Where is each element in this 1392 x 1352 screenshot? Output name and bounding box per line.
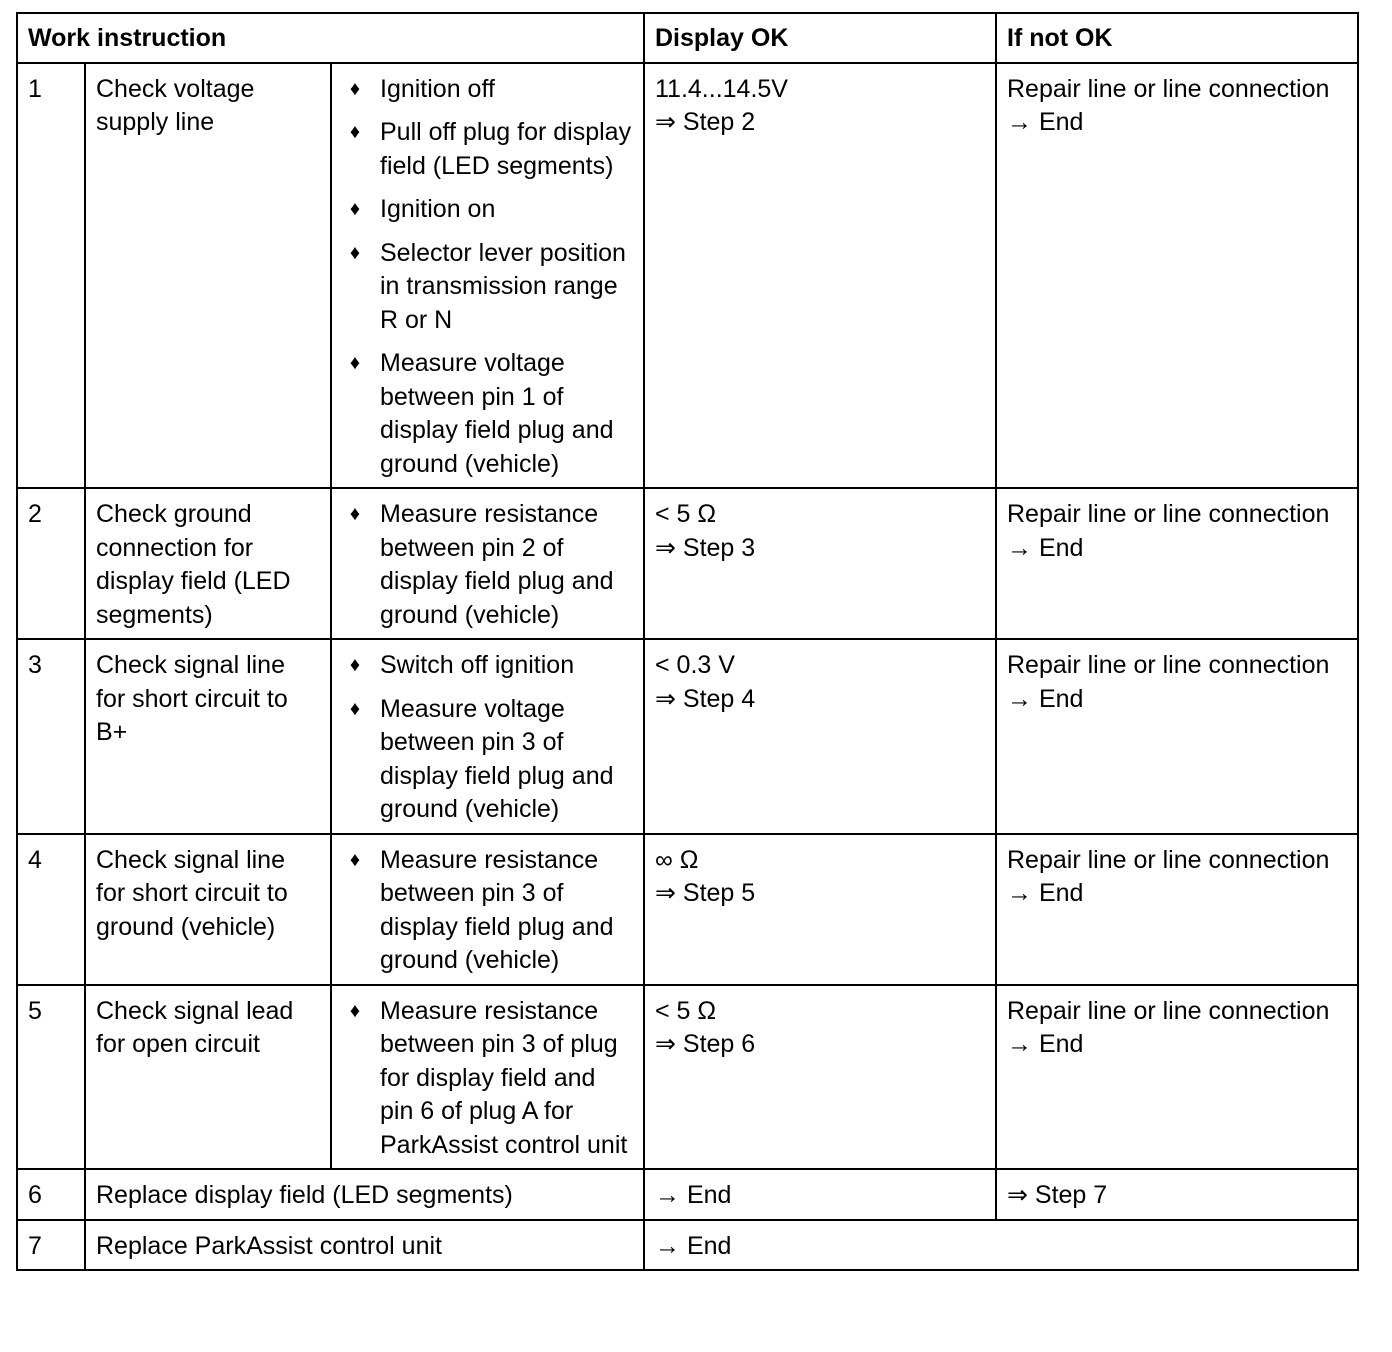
step-number: 1 — [17, 63, 85, 489]
next-step: ⇒ Step 5 — [655, 879, 756, 907]
work-instruction-text: Replace display field (LED segments) — [85, 1169, 644, 1220]
expected-value: 11.4...14.5V — [655, 74, 788, 103]
diamond-bullet-icon: ♦ — [349, 848, 361, 871]
header-row — [17, 13, 1358, 63]
diamond-bullet-icon: ♦ — [349, 999, 361, 1022]
action-list-cell — [331, 488, 644, 639]
remedy-next: → End — [1007, 1030, 1084, 1058]
header-if-not-ok: If not OK — [996, 13, 1358, 63]
next-step: ⇒ Step 6 — [655, 1030, 756, 1058]
header-display-ok: Display OK — [644, 13, 996, 63]
remedy-text: Repair line or line connection — [1007, 845, 1330, 874]
check-description: Check ground connection for display field (LED segments) — [85, 488, 331, 639]
list-item — [342, 237, 633, 338]
diamond-bullet-icon: ♦ — [349, 503, 361, 525]
list-item — [342, 193, 633, 227]
action-list — [342, 844, 633, 978]
table-row — [17, 488, 1358, 639]
step-number: 4 — [17, 834, 85, 985]
expected-value: ∞ Ω — [655, 845, 699, 874]
display-ok-cell: → End — [644, 1169, 996, 1220]
next-step: ⇒ Step 3 — [655, 533, 756, 562]
action-list — [342, 498, 633, 632]
list-item — [342, 116, 633, 183]
diagnostic-procedure-table — [16, 12, 1359, 1271]
if-not-ok-cell — [996, 639, 1358, 834]
action-text: Measure resistance between pin 2 of display field plug and ground (vehicle) — [380, 500, 614, 629]
diamond-bullet-icon: ♦ — [349, 198, 361, 220]
display-ok-cell: → End — [644, 1220, 1358, 1271]
table-row — [17, 834, 1358, 985]
list-item — [342, 498, 633, 632]
diamond-bullet-icon: ♦ — [349, 121, 361, 143]
step-number: 7 — [17, 1220, 85, 1271]
if-not-ok-cell — [996, 985, 1358, 1170]
remedy-text: Repair line or line connection — [1007, 500, 1330, 528]
expected-value: < 0.3 V — [655, 651, 735, 679]
display-ok-cell — [644, 985, 996, 1170]
check-description: Check voltage supply line — [85, 63, 331, 489]
diamond-bullet-icon: ♦ — [349, 697, 361, 720]
remedy-next: → End — [1007, 108, 1084, 136]
next-step: ⇒ Step 4 — [655, 684, 756, 713]
next-step: ⇒ Step 2 — [655, 108, 756, 136]
list-item — [342, 693, 633, 827]
if-not-ok-cell — [996, 834, 1358, 985]
diamond-bullet-icon: ♦ — [349, 241, 361, 264]
action-text: Measure voltage between pin 3 of display field plug and ground (vehicle) — [380, 694, 614, 823]
header-work-instruction: Work instruction — [17, 13, 644, 63]
table-row — [17, 1169, 1358, 1220]
table-row — [17, 63, 1358, 489]
remedy-next: → End — [1007, 879, 1084, 907]
display-ok-cell — [644, 488, 996, 639]
action-text: Ignition off — [380, 74, 495, 103]
action-text: Ignition on — [380, 195, 496, 223]
action-list-cell — [331, 63, 644, 489]
diamond-bullet-icon: ♦ — [349, 77, 361, 100]
remedy-text: Repair line or line connection — [1007, 996, 1330, 1025]
action-list-cell — [331, 639, 644, 834]
action-text: Selector lever position in transmission range R or N — [380, 238, 626, 334]
step-number: 3 — [17, 639, 85, 834]
display-ok-cell — [644, 63, 996, 489]
list-item — [342, 649, 633, 683]
table-row — [17, 1220, 1358, 1271]
list-item — [342, 995, 633, 1163]
list-item — [342, 347, 633, 481]
expected-value: < 5 Ω — [655, 500, 717, 528]
work-instruction-text: Replace ParkAssist control unit — [85, 1220, 644, 1271]
action-text: Measure voltage between pin 1 of display field plug and ground (vehicle) — [380, 349, 614, 478]
if-not-ok-cell: ⇒ Step 7 — [996, 1169, 1358, 1220]
action-text: Measure resistance between pin 3 of display field plug and ground (vehicle) — [380, 845, 614, 974]
table-row — [17, 985, 1358, 1170]
remedy-text: Repair line or line connection — [1007, 651, 1330, 679]
remedy-text: Repair line or line connection — [1007, 74, 1330, 103]
action-list — [342, 73, 633, 482]
action-list-cell — [331, 985, 644, 1170]
diamond-bullet-icon: ♦ — [349, 352, 361, 374]
step-number: 2 — [17, 488, 85, 639]
remedy-next: → End — [1007, 684, 1084, 713]
action-text: Pull off plug for display field (LED segments) — [380, 118, 632, 180]
display-ok-cell — [644, 834, 996, 985]
display-ok-cell — [644, 639, 996, 834]
action-list-cell — [331, 834, 644, 985]
expected-value: < 5 Ω — [655, 996, 717, 1025]
action-text: Measure resistance between pin 3 of plug for display field and pin 6 of plug A for ParkAssist control unit — [380, 996, 628, 1159]
list-item — [342, 844, 633, 978]
check-description: Check signal line for short circuit to B+ — [85, 639, 331, 834]
if-not-ok-cell — [996, 488, 1358, 639]
remedy-next: → End — [1007, 533, 1084, 562]
diamond-bullet-icon: ♦ — [349, 654, 361, 676]
list-item — [342, 73, 633, 107]
check-description: Check signal lead for open circuit — [85, 985, 331, 1170]
action-list — [342, 995, 633, 1163]
check-description: Check signal line for short circuit to ground (vehicle) — [85, 834, 331, 985]
if-not-ok-cell — [996, 63, 1358, 489]
step-number: 6 — [17, 1169, 85, 1220]
action-list — [342, 649, 633, 827]
step-number: 5 — [17, 985, 85, 1170]
action-text: Switch off ignition — [380, 651, 575, 679]
table-row — [17, 639, 1358, 834]
